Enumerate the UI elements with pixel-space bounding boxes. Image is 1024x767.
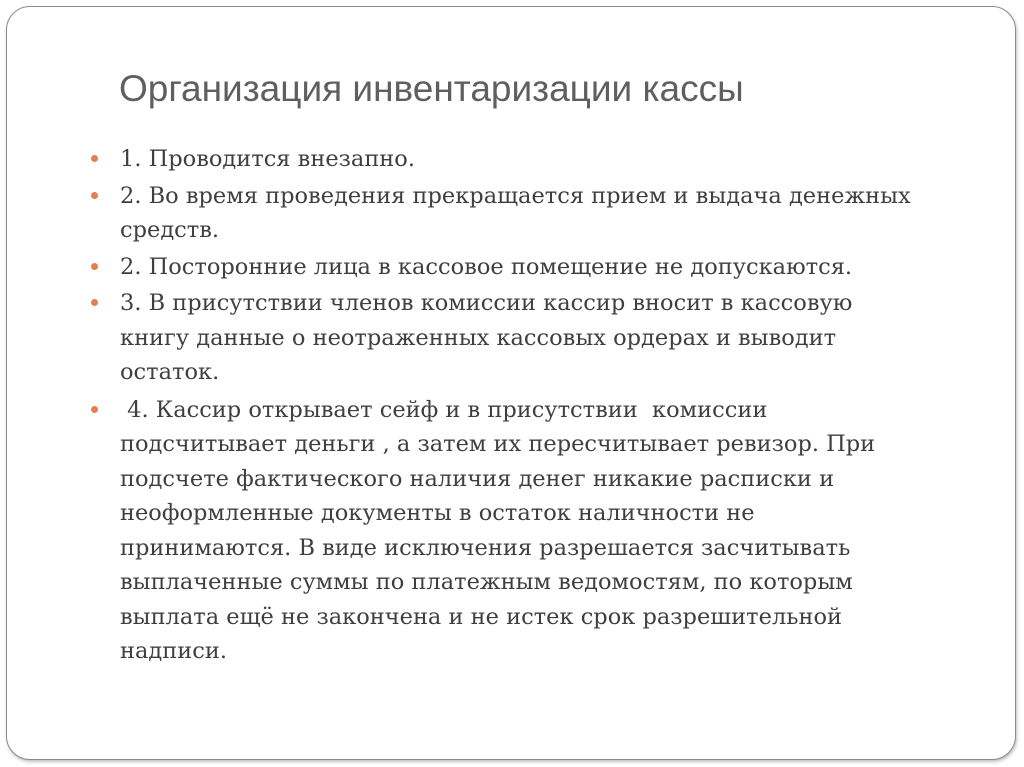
bullet-item: [91, 142, 991, 177]
bullet-text: 3. В присутствии членов комиссии кассир вносит в кассовую книгу данные о неотраженных кассовых ордерах и выводит остаток.: [120, 290, 853, 385]
bullet-text: 2. Во время проведения прекращается прием и выдача денежных средств.: [120, 182, 911, 243]
slide-frame: [6, 6, 1016, 760]
bullet-dot-icon: [91, 192, 98, 199]
bullet-item: [91, 286, 991, 390]
bullet-item: [91, 179, 991, 248]
bullet-text: 1. Проводится внезапно.: [120, 146, 416, 172]
bullet-dot-icon: [91, 406, 98, 413]
bullet-item: [91, 250, 991, 285]
bullet-dot-icon: [91, 155, 98, 162]
bullet-text: 4. Кассир открывает сейф и в присутствии комиссии подсчитывает деньги , а затем их пересчитывает ревизор. При подсчете фактического наличия денег никакие расписки и неоформленные документы в остаток наличности не принимаются. В виде исключения разрешается засчитывать выплаченные суммы по платежным ведомостям, по которым выплата ещё не закончена и не истек срок разрешительной надписи.: [120, 396, 876, 664]
slide-title: Организация инвентаризации кассы: [119, 68, 744, 109]
bullet-dot-icon: [91, 299, 98, 306]
bullet-item: [91, 393, 991, 669]
bullet-list: [91, 142, 991, 671]
bullet-text: 2. Посторонние лица в кассовое помещение не допускаются.: [120, 253, 853, 280]
bullet-dot-icon: [91, 263, 98, 270]
